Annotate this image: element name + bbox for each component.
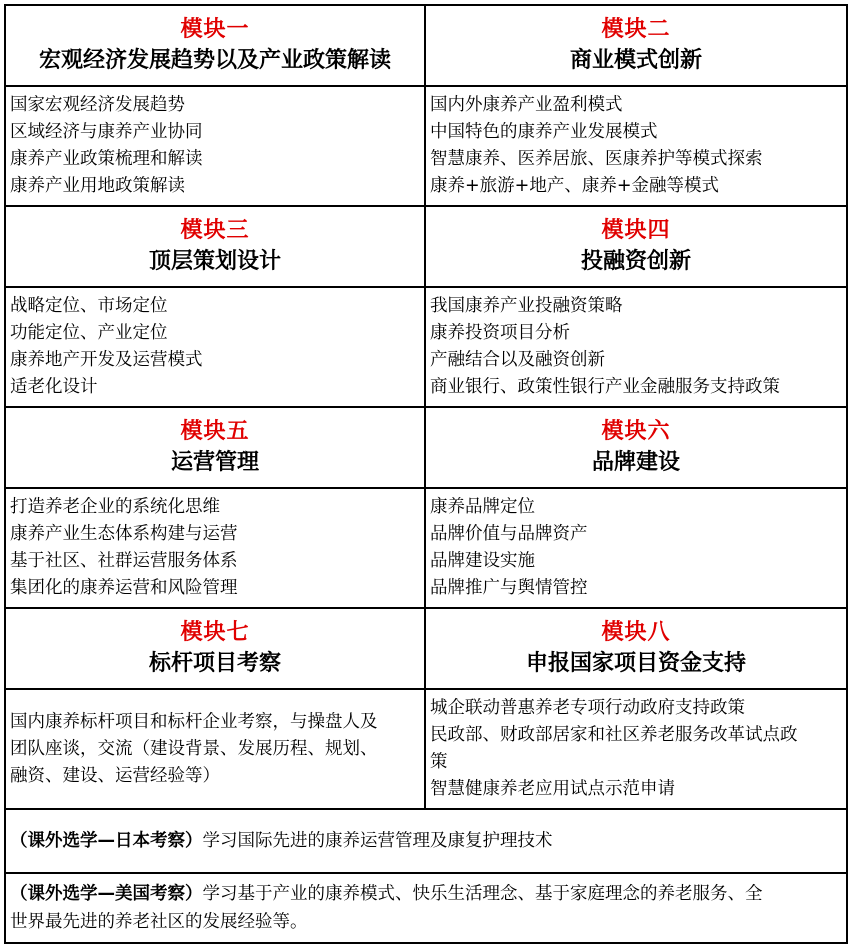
module-title: 申报国家项目资金支持 xyxy=(525,650,746,676)
list-item: 民政部、财政部居家和社区养老服务改革试点政 xyxy=(430,725,798,745)
module-item-list xyxy=(6,293,424,401)
list-item: 智慧健康养老应用试点示范申请 xyxy=(430,779,675,799)
module-title: 宏观经济发展趋势以及产业政策解读 xyxy=(38,47,391,73)
list-item: 基于社区、社群运营服务体系 xyxy=(10,551,238,571)
list-item: 品牌价值与品牌资产 xyxy=(430,524,588,544)
module-item-list xyxy=(426,494,846,602)
list-item: 康养投资项目分析 xyxy=(430,323,570,343)
module-header-row xyxy=(5,407,847,488)
list-item: 打造养老企业的系统化思维 xyxy=(10,497,220,517)
module-title: 品牌建设 xyxy=(591,449,680,475)
course-module-table xyxy=(4,4,848,944)
list-item: 我国康养产业投融资策略 xyxy=(430,296,623,316)
module-number: 模块二 xyxy=(601,16,671,42)
list-item: 策 xyxy=(430,752,448,772)
elective-description: 学习国际先进的康养运营管理及康复护理技术 xyxy=(202,831,553,851)
list-item: 品牌建设实施 xyxy=(430,551,535,571)
list-item: 国家宏观经济发展趋势 xyxy=(10,95,185,115)
list-item: 康养地产开发及运营模式 xyxy=(10,350,203,370)
list-item: 康养产业用地政策解读 xyxy=(10,176,185,196)
module-content-cell xyxy=(5,488,425,608)
list-item: 产融结合以及融资创新 xyxy=(430,350,605,370)
module-header-cell xyxy=(425,206,847,287)
list-item: 战略定位、市场定位 xyxy=(10,296,168,316)
module-content-cell xyxy=(425,287,847,407)
elective-lead: （课外选学—美国考察） xyxy=(10,884,203,904)
module-number: 模块五 xyxy=(180,418,250,444)
module-item-list xyxy=(426,695,846,803)
list-item: 国内外康养产业盈利模式 xyxy=(430,95,623,115)
module-header-cell xyxy=(5,608,425,689)
module-number: 模块四 xyxy=(601,217,671,243)
list-item: 适老化设计 xyxy=(10,377,98,397)
list-item: 商业银行、政策性银行产业金融服务支持政策 xyxy=(430,377,780,397)
module-number: 模块三 xyxy=(180,217,250,243)
module-content-cell xyxy=(5,86,425,206)
module-content-row xyxy=(5,86,847,206)
module-header-cell xyxy=(425,407,847,488)
module-title: 商业模式创新 xyxy=(569,47,702,73)
list-item: 康养品牌定位 xyxy=(430,497,535,517)
module-content-cell xyxy=(425,86,847,206)
module-item-list xyxy=(426,92,846,200)
module-header-cell xyxy=(5,5,425,86)
list-item: 智慧康养、医养居旅、医康养护等模式探索 xyxy=(430,149,763,169)
module-item-list xyxy=(6,92,424,200)
module-header-row xyxy=(5,5,847,86)
list-item: 品牌推广与舆情管控 xyxy=(430,578,588,598)
list-item: 城企联动普惠养老专项行动政府支持政策 xyxy=(430,698,745,718)
module-header-row xyxy=(5,206,847,287)
elective-description: 学习基于产业的康养模式、快乐生活理念、基于家庭理念的养老服务、全 xyxy=(202,884,763,904)
module-number: 模块一 xyxy=(180,16,250,42)
module-header-cell xyxy=(425,608,847,689)
list-item: 区域经济与康养产业协同 xyxy=(10,122,203,142)
module-item-list xyxy=(6,494,424,602)
module-content-row xyxy=(5,287,847,407)
module-content-row xyxy=(5,689,847,809)
elective-text xyxy=(10,827,842,855)
elective-row xyxy=(5,809,847,873)
list-item: 康养产业政策梳理和解读 xyxy=(10,149,203,169)
elective-text-continued: 世界最先进的养老社区的发展经验等。 xyxy=(10,912,308,932)
elective-cell xyxy=(5,809,847,873)
module-content-cell xyxy=(5,287,425,407)
module-header-cell xyxy=(425,5,847,86)
module-title: 投融资创新 xyxy=(580,248,691,274)
list-item: 康养+旅游+地产、康养+金融等模式 xyxy=(430,176,719,196)
paragraph-line: 融资、建设、运营经验等） xyxy=(10,765,220,786)
list-item: 功能定位、产业定位 xyxy=(10,323,168,343)
module-header-cell xyxy=(5,206,425,287)
elective-cell xyxy=(5,873,847,943)
elective-row xyxy=(5,873,847,943)
module-title: 顶层策划设计 xyxy=(148,248,281,274)
module-content-cell xyxy=(5,689,425,809)
elective-lead: （课外选学—日本考察） xyxy=(10,831,203,851)
module-title: 运营管理 xyxy=(170,449,259,475)
module-header-row xyxy=(5,608,847,689)
module-content-row xyxy=(5,488,847,608)
paragraph-line: 国内康养标杆项目和标杆企业考察，与操盘人及 xyxy=(10,711,378,732)
module-header-cell xyxy=(5,407,425,488)
module-paragraph xyxy=(6,709,424,790)
elective-text xyxy=(10,880,842,908)
module-number: 模块七 xyxy=(180,619,250,645)
module-title: 标杆项目考察 xyxy=(148,650,281,676)
module-number: 模块八 xyxy=(601,619,671,645)
module-content-cell xyxy=(425,488,847,608)
list-item: 集团化的康养运营和风险管理 xyxy=(10,578,238,598)
paragraph-line: 团队座谈，交流（建设背景、发展历程、规划、 xyxy=(10,738,378,759)
module-item-list xyxy=(426,293,846,401)
module-content-cell xyxy=(425,689,847,809)
list-item: 中国特色的康养产业发展模式 xyxy=(430,122,658,142)
module-number: 模块六 xyxy=(601,418,671,444)
list-item: 康养产业生态体系构建与运营 xyxy=(10,524,238,544)
